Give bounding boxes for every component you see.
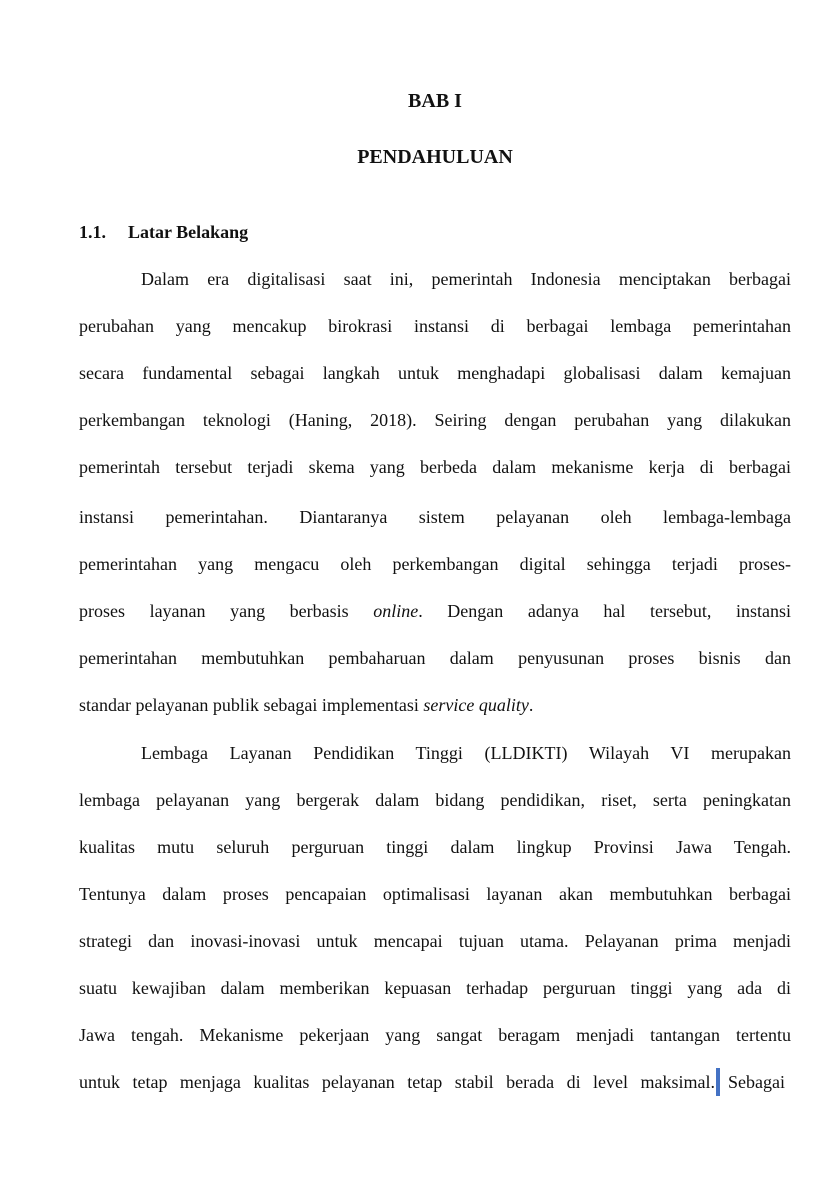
text-cursor: [716, 1068, 720, 1096]
paragraph1-line4: perkembangan teknologi (Haning, 2018). Seiring dengan perubahan yang dilakukan: [79, 410, 791, 430]
paragraph2-line4: Tentunya dalam proses pencapaian optimalisasi layanan akan membutuhkan berbagai: [79, 884, 791, 904]
line8-text-a: proses layanan yang berbasis: [79, 601, 349, 621]
paragraph2-line7: Jawa tengah. Mekanisme pekerjaan yang sangat beragam menjadi tantangan tertentu: [79, 1025, 791, 1045]
line10-text-b: .: [528, 695, 534, 715]
paragraph2-line3: kualitas mutu seluruh perguruan tinggi dalam lingkup Provinsi Jawa Tengah.: [79, 837, 791, 857]
section-heading: [79, 220, 248, 244]
paragraph1-line3: secara fundamental sebagai langkah untuk menghadapi globalisasi dalam kemajuan: [79, 363, 791, 383]
paragraph1-line5: pemerintah tersebut terjadi skema yang berbeda dalam mekanisme kerja di berbagai: [79, 457, 791, 477]
chapter-title: PENDAHULUAN: [357, 146, 513, 168]
paragraph2-line6: suatu kewajiban dalam memberikan kepuasan terhadap perguruan tinggi yang ada di: [79, 978, 791, 998]
paragraph2-line1: Lembaga Layanan Pendidikan Tinggi (LLDIKTI) Wilayah VI merupakan: [141, 743, 791, 763]
paragraph2-line5: strategi dan inovasi-inovasi untuk mencapai tujuan utama. Pelayanan prima menjadi: [79, 931, 791, 951]
paragraph1-line8: [79, 599, 791, 623]
paragraph1-line1: Dalam era digitalisasi saat ini, pemerintah Indonesia menciptakan berbagai: [141, 269, 791, 289]
service-quality-emphasis: service quality: [423, 695, 529, 715]
online-emphasis: online: [373, 601, 419, 621]
paragraph2-line8: untuk tetap menjaga kualitas pelayanan tetap stabil berada di level maksimal.: [79, 1072, 715, 1092]
chapter-label: BAB I: [408, 90, 462, 112]
paragraph1-line9: pemerintahan membutuhkan pembaharuan dalam penyusunan proses bisnis dan: [79, 648, 791, 668]
paragraph1-line2: perubahan yang mencakup birokrasi instansi di berbagai lembaga pemerintahan: [79, 316, 791, 336]
paragraph1-line10: [79, 693, 791, 717]
paragraph2-line2: lembaga pelayanan yang bergerak dalam bidang pendidikan, riset, serta peningkatan: [79, 790, 791, 810]
section-number: 1.1.: [79, 222, 106, 242]
paragraph2-line8-trailing-word: Sebagai: [728, 1072, 785, 1092]
line8-text-b: . Dengan adanya hal tersebut, instansi: [418, 601, 792, 621]
paragraph1-line6: instansi pemerintahan. Diantaranya sistem pelayanan oleh lembaga-lembaga: [79, 507, 791, 527]
paragraph1-line7: pemerintahan yang mengacu oleh perkembangan digital sehingga terjadi proses-: [79, 554, 791, 574]
line10-text-a: standar pelayanan publik sebagai implementasi: [79, 695, 419, 715]
section-title: Latar Belakang: [128, 222, 249, 242]
